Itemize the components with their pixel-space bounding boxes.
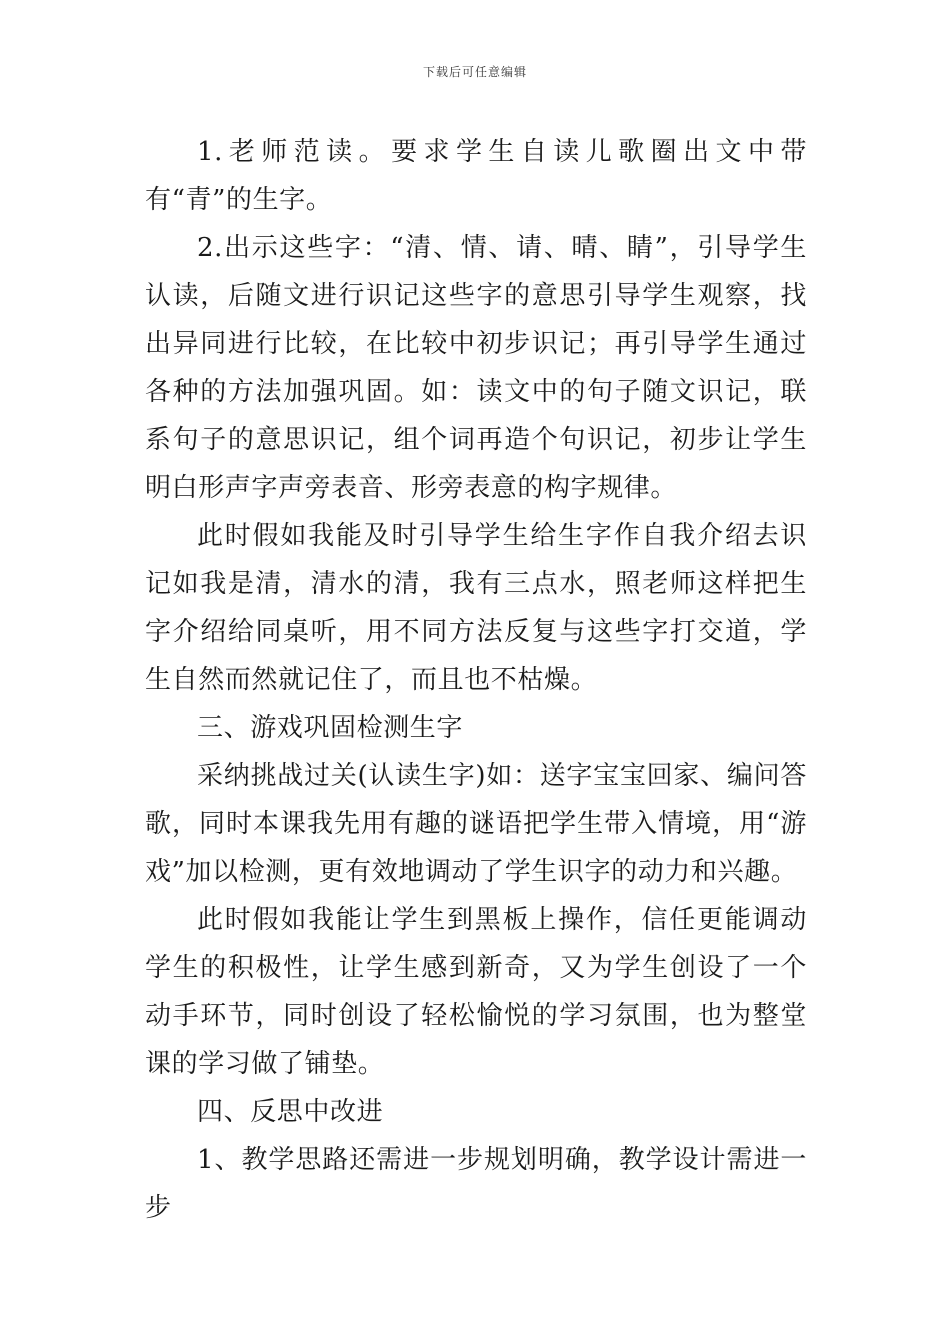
paragraph-blackboard: 此时假如我能让学生到黑板上操作，信任更能调动学生的积极性，让学生感到新奇，又为学生创设了一个动手环节，同时创设了轻松愉悦的学习氛围，也为整堂课的学习做了铺垫。 — [145, 905, 807, 1079]
paragraph-self-introduction: 此时假如我能及时引导学生给生字作自我介绍去识记如我是清，清水的清，我有三点水，照老师这样把生字介绍给同桌听，用不同方法反复与这些字打交道，学生自然而然就记住了，而且也不枯燥。 — [145, 521, 807, 695]
paragraph-show-characters: 2.出示这些字：“清、情、请、晴、睛”，引导学生认读，后随文进行识记这些字的意思引导学生观察，找出异同进行比较，在比较中初步识记；再引导学生通过各种的方法加强巩固。如：读文中的句子随文识记，联系句子的意思识记，组个词再造个句识记，初步让学生明白形声字声旁表音、形旁表意的构字规律。 — [145, 233, 807, 503]
paragraph-teacher-reading: 1.老师范读。要求学生自读儿歌圈出文中带有“青”的生字。 — [145, 137, 807, 215]
paragraph-challenge: 采纳挑战过关(认读生字)如：送字宝宝回家、编问答歌，同时本课我先用有趣的谜语把学生带入情境，用“游戏”加以检测，更有效地调动了学生识字的动力和兴趣。 — [145, 761, 807, 887]
paragraph-teaching-approach: 1、教学思路还需进一步规划明确，教学设计需进一步 — [145, 1145, 807, 1223]
section-heading-game-review: 三、游戏巩固检测生字 — [197, 713, 464, 743]
document-body — [145, 128, 807, 1232]
page-header: 下载后可任意编辑 — [422, 65, 527, 79]
section-heading-reflection: 四、反思中改进 — [197, 1097, 384, 1127]
